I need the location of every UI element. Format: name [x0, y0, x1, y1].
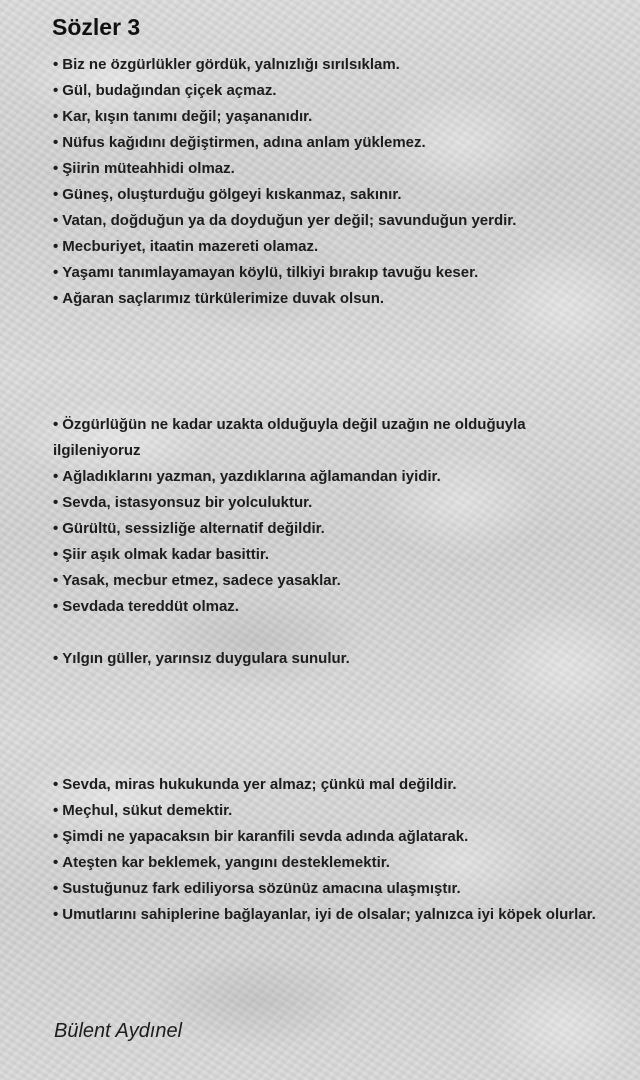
list-item: • Nüfus kağıdını değiştirmen, adına anlam yüklemez. — [53, 134, 426, 151]
list-item: • Ağladıklarını yazman, yazdıklarına ağlamandan iyidir. — [53, 468, 441, 485]
list-item: • Mecburiyet, itaatin mazereti olamaz. — [53, 238, 319, 255]
list-item: • Ateşten kar beklemek, yangını desteklemektir. — [53, 854, 390, 871]
list-item: • Biz ne özgürlükler gördük, yalnızlığı sırılsıklam. — [53, 56, 400, 73]
list-item: • Sevda, miras hukukunda yer almaz; çünkü mal değildir. — [53, 776, 457, 793]
list-item: • Özgürlüğün ne kadar uzakta olduğuyla değil uzağın ne olduğuyla ilgileniyoruz — [53, 416, 526, 459]
quotes-list-1 — [53, 52, 613, 312]
list-item: • Sevda, istasyonsuz bir yolculuktur. — [53, 494, 313, 511]
list-item: • Ağaran saçlarımız türkülerimize duvak olsun. — [53, 290, 385, 307]
list-item: • Sustuğunuz fark ediliyorsa sözünüz amacına ulaşmıştır. — [53, 880, 461, 897]
list-item: • Gül, budağından çiçek açmaz. — [53, 82, 277, 99]
list-item: • Yılgın güller, yarınsız duygulara sunulur. — [53, 650, 350, 667]
author-signature: Bülent Aydınel — [54, 1020, 183, 1042]
list-item: • Meçhul, sükut demektir. — [53, 802, 233, 819]
quotes-list-2 — [53, 412, 613, 672]
list-item: • Şiir aşık olmak kadar basittir. — [53, 546, 270, 563]
list-item: • Gürültü, sessizliğe alternatif değildir. — [53, 520, 325, 537]
background-panel-top — [0, 0, 640, 360]
page-title: Sözler 3 — [52, 14, 141, 40]
list-item: • Umutlarını sahiplerine bağlayanlar, iyi de olsalar; yalnızca iyi köpek olurlar. — [53, 906, 596, 923]
list-item: • Sevdada tereddüt olmaz. — [53, 598, 239, 615]
list-item: • Yasak, mecbur etmez, sadece yasaklar. — [53, 572, 341, 589]
quotes-list-3 — [53, 772, 613, 928]
list-item: • Kar, kışın tanımı değil; yaşananıdır. — [53, 108, 313, 125]
list-item: • Yaşamı tanımlayamayan köylü, tilkiyi bırakıp tavuğu keser. — [53, 264, 479, 281]
list-item: • Şiirin müteahhidi olmaz. — [53, 160, 235, 177]
background-panel-bottom — [0, 720, 640, 1080]
list-item: • Vatan, doğduğun ya da doyduğun yer değil; savunduğun yerdir. — [53, 212, 517, 229]
list-item: • Güneş, oluşturduğu gölgeyi kıskanmaz, sakınır. — [53, 186, 402, 203]
list-item: • Şimdi ne yapacaksın bir karanfili sevda adında ağlatarak. — [53, 828, 469, 845]
background-panel-middle — [0, 360, 640, 720]
